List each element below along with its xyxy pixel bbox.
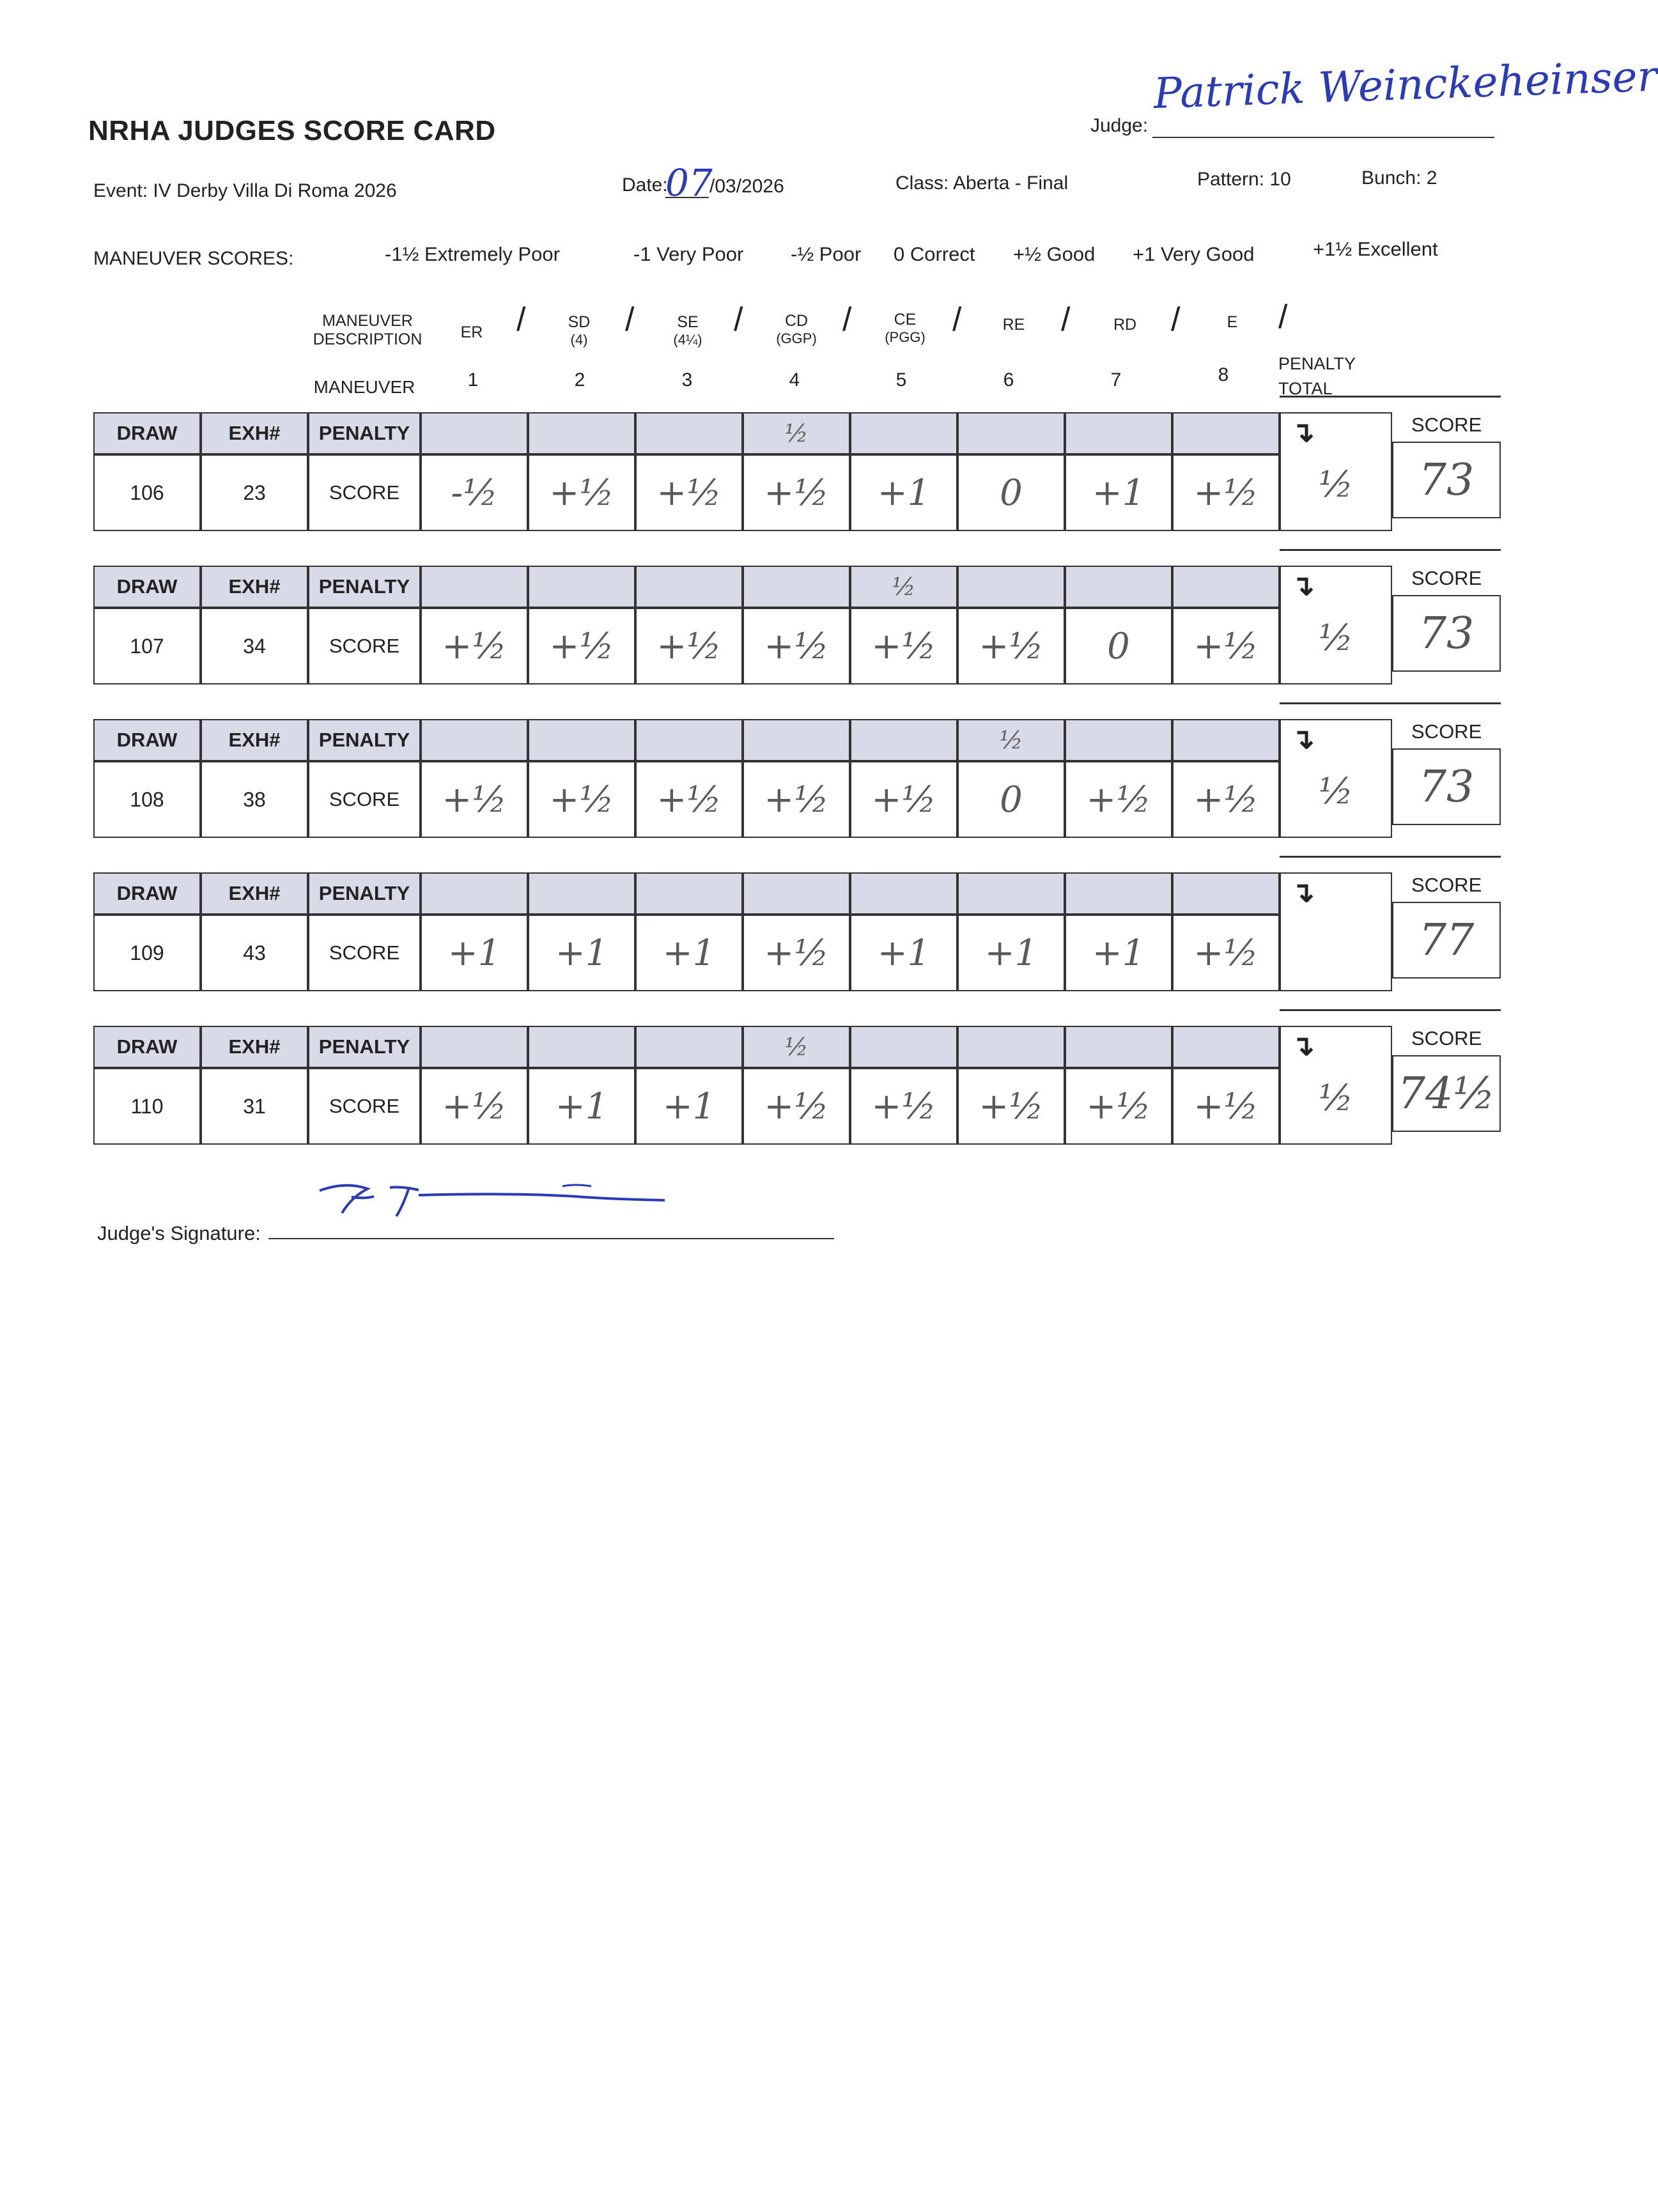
maneuver-penalty-cell[interactable] — [1065, 1026, 1172, 1068]
maneuver-score-cell[interactable]: +1 — [635, 915, 743, 991]
maneuver-penalty-cell[interactable] — [1172, 566, 1280, 608]
maneuver-score-cell[interactable]: +½ — [743, 1068, 850, 1145]
pattern-field: Pattern: 10 — [1197, 169, 1291, 190]
score-row-label: SCORE — [308, 915, 421, 991]
penalty-header: PENALTY — [308, 412, 421, 454]
maneuver-penalty-cell[interactable] — [1172, 719, 1280, 761]
maneuver-score-cell[interactable]: +½ — [1065, 761, 1172, 838]
scale-good: +½ Good — [1013, 243, 1096, 265]
score-header: SCORE — [1411, 414, 1482, 436]
draw-header: DRAW — [93, 566, 201, 608]
maneuver-number-2: 2 — [574, 369, 585, 391]
maneuver-number-6: 6 — [1003, 369, 1014, 391]
maneuver-number-5: 5 — [895, 369, 907, 391]
judge-signature-scribble — [307, 1168, 678, 1219]
maneuver-score-cell[interactable]: -½ — [421, 454, 528, 531]
maneuver-penalty-cell[interactable] — [635, 566, 743, 608]
maneuver-score-cell[interactable]: 0 — [957, 454, 1065, 531]
maneuver-penalty-cell[interactable] — [743, 719, 850, 761]
maneuver-score-cell[interactable]: +½ — [743, 608, 850, 684]
final-score-box[interactable]: 77 — [1392, 902, 1501, 978]
exhibitor-number: 34 — [201, 608, 308, 684]
penalty-header: PENALTY — [308, 1026, 421, 1068]
maneuver-penalty-cell[interactable] — [1065, 412, 1172, 454]
scale-very-poor: -1 Very Poor — [633, 243, 744, 265]
maneuver-description-label: MANEUVER DESCRIPTION — [313, 312, 422, 348]
exhibitor-number: 23 — [201, 454, 308, 531]
maneuver-score-cell[interactable]: +½ — [957, 1068, 1065, 1145]
penalty-total-cell[interactable]: ½ — [1280, 719, 1392, 838]
maneuver-penalty-cell[interactable] — [743, 566, 850, 608]
row-divider — [1280, 549, 1501, 551]
page-title: NRHA JUDGES SCORE CARD — [88, 115, 496, 146]
separator: / — [1171, 301, 1181, 338]
draw-number: 108 — [93, 761, 201, 838]
final-score-box[interactable]: 73 — [1392, 595, 1501, 672]
row-divider — [1280, 1009, 1501, 1011]
maneuver-score-cell[interactable]: +½ — [850, 761, 957, 838]
maneuver-penalty-cell[interactable] — [850, 719, 957, 761]
exh-header: EXH# — [201, 566, 308, 608]
draw-header: DRAW — [93, 412, 201, 454]
maneuver-score-cell[interactable]: +½ — [1172, 608, 1280, 684]
penalty-header: PENALTY — [308, 872, 421, 915]
separator: / — [1278, 298, 1288, 336]
maneuver-code-2: SD (4) — [568, 313, 591, 348]
maneuver-penalty-cell[interactable] — [743, 872, 850, 915]
maneuver-score-cell[interactable]: +½ — [635, 454, 743, 531]
maneuver-score-cell[interactable]: +1 — [850, 454, 957, 531]
maneuver-score-cell[interactable]: +½ — [528, 454, 635, 531]
final-score-box[interactable]: 73 — [1392, 442, 1501, 518]
maneuver-penalty-cell[interactable] — [957, 872, 1065, 915]
exh-header: EXH# — [201, 872, 308, 915]
maneuver-penalty-cell[interactable]: ½ — [743, 1026, 850, 1068]
maneuver-penalty-cell[interactable] — [635, 719, 743, 761]
maneuver-score-cell[interactable]: +1 — [1065, 454, 1172, 531]
penalty-total-label: PENALTY TOTAL — [1278, 354, 1356, 399]
exh-header: EXH# — [201, 412, 308, 454]
maneuver-score-cell[interactable]: +½ — [743, 915, 850, 991]
separator: / — [842, 301, 852, 338]
judge-name-handwritten: Patrick Weinckeheinser — [1152, 51, 1658, 118]
judge-name-line — [1152, 137, 1494, 138]
maneuver-score-cell[interactable]: +1 — [957, 915, 1065, 991]
maneuver-penalty-cell[interactable] — [957, 566, 1065, 608]
signature-label: Judge's Signature: — [97, 1222, 261, 1244]
maneuver-score-cell[interactable]: +½ — [528, 608, 635, 684]
maneuver-penalty-cell[interactable] — [635, 1026, 743, 1068]
scale-poor: -½ Poor — [791, 243, 862, 265]
separator: / — [734, 301, 743, 338]
exhibitor-number: 31 — [201, 1068, 308, 1145]
maneuver-penalty-cell[interactable] — [528, 566, 635, 608]
draw-header: DRAW — [93, 1026, 201, 1068]
maneuver-penalty-cell[interactable]: ½ — [850, 566, 957, 608]
score-row-label: SCORE — [308, 1068, 421, 1145]
penalty-header: PENALTY — [308, 566, 421, 608]
separator: / — [1061, 301, 1071, 338]
maneuver-score-cell[interactable]: +½ — [957, 608, 1065, 684]
maneuver-number-8: 8 — [1218, 364, 1229, 385]
maneuver-penalty-cell[interactable] — [1065, 719, 1172, 761]
draw-number: 106 — [93, 454, 201, 531]
maneuver-score-cell[interactable]: +1 — [1065, 915, 1172, 991]
date-day-handwritten: 07 — [665, 161, 713, 205]
separator: / — [952, 301, 962, 338]
scale-extremely-poor: -1½ Extremely Poor — [385, 243, 560, 265]
maneuver-penalty-cell[interactable] — [421, 719, 528, 761]
maneuver-score-cell[interactable]: +½ — [1172, 915, 1280, 991]
maneuver-penalty-cell[interactable]: ½ — [957, 719, 1065, 761]
draw-header: DRAW — [93, 719, 201, 761]
maneuver-score-cell[interactable]: +½ — [850, 1068, 957, 1145]
scale-very-good: +1 Very Good — [1133, 243, 1255, 265]
date-month-year: /03/2026 — [709, 176, 784, 197]
maneuver-score-cell[interactable]: +1 — [421, 915, 528, 991]
draw-number: 110 — [93, 1068, 201, 1145]
maneuver-penalty-cell[interactable] — [1172, 412, 1280, 454]
signature-line — [268, 1238, 834, 1239]
score-header: SCORE — [1411, 874, 1482, 896]
arrow-icon: ↴ — [1291, 417, 1315, 448]
maneuver-penalty-cell[interactable] — [528, 1026, 635, 1068]
maneuver-score-cell[interactable]: +½ — [1065, 1068, 1172, 1145]
maneuver-code-8: E — [1227, 313, 1238, 331]
maneuver-penalty-cell[interactable] — [850, 872, 957, 915]
maneuver-code-7: RD — [1113, 316, 1137, 334]
exhibitor-number: 43 — [201, 915, 308, 991]
score-row — [93, 1026, 1499, 1154]
maneuver-penalty-cell[interactable] — [528, 719, 635, 761]
maneuver-score-cell[interactable]: +1 — [528, 915, 635, 991]
score-row — [93, 566, 1499, 693]
separator: / — [625, 301, 635, 338]
arrow-icon: ↴ — [1291, 877, 1315, 908]
maneuver-code-3: SE (4¼) — [673, 313, 702, 348]
maneuver-score-cell[interactable]: +½ — [850, 608, 957, 684]
maneuver-score-cell[interactable]: +½ — [421, 608, 528, 684]
maneuver-penalty-cell[interactable] — [1172, 1026, 1280, 1068]
maneuver-score-cell[interactable]: +½ — [421, 761, 528, 838]
date-day-line — [665, 197, 709, 198]
penalty-total-cell[interactable]: ½ — [1280, 412, 1392, 531]
maneuver-code-5: CE (PGG) — [885, 311, 926, 345]
maneuver-penalty-cell[interactable] — [528, 412, 635, 454]
maneuver-penalty-cell[interactable] — [957, 1026, 1065, 1068]
draw-number: 109 — [93, 915, 201, 991]
penalty-total-cell[interactable]: ½ — [1280, 566, 1392, 684]
maneuver-number-3: 3 — [681, 369, 693, 391]
judge-label: Judge: — [1090, 115, 1149, 136]
maneuver-scores-label: MANEUVER SCORES: — [93, 248, 294, 269]
maneuver-penalty-cell[interactable] — [850, 1026, 957, 1068]
maneuver-score-cell[interactable]: +½ — [528, 761, 635, 838]
maneuver-score-cell[interactable]: +½ — [635, 761, 743, 838]
row-divider — [1280, 702, 1501, 704]
maneuver-penalty-cell[interactable] — [1172, 872, 1280, 915]
score-row-label: SCORE — [308, 761, 421, 838]
arrow-icon: ↴ — [1291, 570, 1315, 601]
maneuver-code-4: CD (GGP) — [776, 312, 817, 346]
maneuver-label: MANEUVER — [313, 377, 415, 397]
maneuver-number-4: 4 — [789, 369, 800, 391]
score-row-label: SCORE — [308, 608, 421, 684]
score-header: SCORE — [1411, 1027, 1482, 1049]
maneuver-score-cell[interactable]: +½ — [1172, 454, 1280, 531]
maneuver-penalty-cell[interactable] — [421, 566, 528, 608]
bunch-field: Bunch: 2 — [1361, 167, 1437, 189]
maneuver-score-cell[interactable]: 0 — [957, 761, 1065, 838]
maneuver-score-cell[interactable]: 0 — [1065, 608, 1172, 684]
separator: / — [516, 301, 526, 338]
maneuver-number-7: 7 — [1110, 369, 1122, 391]
class-field: Class: Aberta - Final — [895, 173, 1069, 194]
exh-header: EXH# — [201, 719, 308, 761]
maneuver-penalty-cell[interactable] — [421, 412, 528, 454]
event-field: Event: IV Derby Villa Di Roma 2026 — [93, 180, 397, 201]
draw-header: DRAW — [93, 872, 201, 915]
maneuver-penalty-cell[interactable] — [421, 872, 528, 915]
score-row — [93, 872, 1499, 1000]
maneuver-penalty-cell[interactable] — [850, 412, 957, 454]
final-score-box[interactable]: 73 — [1392, 748, 1501, 825]
maneuver-score-cell[interactable]: +½ — [635, 608, 743, 684]
maneuver-score-cell[interactable]: +½ — [1172, 761, 1280, 838]
maneuver-score-cell[interactable]: +1 — [635, 1068, 743, 1145]
exhibitor-number: 38 — [201, 761, 308, 838]
score-header: SCORE — [1411, 567, 1482, 589]
maneuver-score-cell[interactable]: +½ — [1172, 1068, 1280, 1145]
maneuver-score-cell[interactable]: +½ — [421, 1068, 528, 1145]
scale-excellent: +1½ Excellent — [1313, 238, 1438, 260]
maneuver-score-cell[interactable]: +1 — [850, 915, 957, 991]
draw-number: 107 — [93, 608, 201, 684]
score-row-label: SCORE — [308, 454, 421, 531]
maneuver-score-cell[interactable]: +½ — [743, 761, 850, 838]
maneuver-code-6: RE — [1002, 316, 1025, 334]
row-divider — [1280, 396, 1501, 398]
maneuver-penalty-cell[interactable] — [421, 1026, 528, 1068]
maneuver-penalty-cell[interactable] — [635, 872, 743, 915]
maneuver-score-cell[interactable]: +1 — [528, 1068, 635, 1145]
maneuver-penalty-cell[interactable]: ½ — [743, 412, 850, 454]
score-row — [93, 412, 1499, 540]
maneuver-score-cell[interactable]: +½ — [743, 454, 850, 531]
maneuver-penalty-cell[interactable] — [957, 412, 1065, 454]
penalty-header: PENALTY — [308, 719, 421, 761]
maneuver-code-1: ER — [460, 323, 483, 341]
penalty-total-cell[interactable]: ½ — [1280, 1026, 1392, 1145]
maneuver-penalty-cell[interactable] — [528, 872, 635, 915]
arrow-icon: ↴ — [1291, 1030, 1315, 1062]
exh-header: EXH# — [201, 1026, 308, 1068]
maneuver-penalty-cell[interactable] — [1065, 872, 1172, 915]
row-divider — [1280, 856, 1501, 858]
arrow-icon: ↴ — [1291, 723, 1315, 755]
scale-correct: 0 Correct — [894, 243, 975, 265]
score-row — [93, 719, 1499, 847]
score-header: SCORE — [1411, 720, 1482, 743]
maneuver-number-1: 1 — [467, 369, 479, 391]
date-label: Date: — [622, 174, 668, 196]
final-score-box[interactable]: 74½ — [1392, 1055, 1501, 1132]
maneuver-penalty-cell[interactable] — [1065, 566, 1172, 608]
maneuver-penalty-cell[interactable] — [635, 412, 743, 454]
